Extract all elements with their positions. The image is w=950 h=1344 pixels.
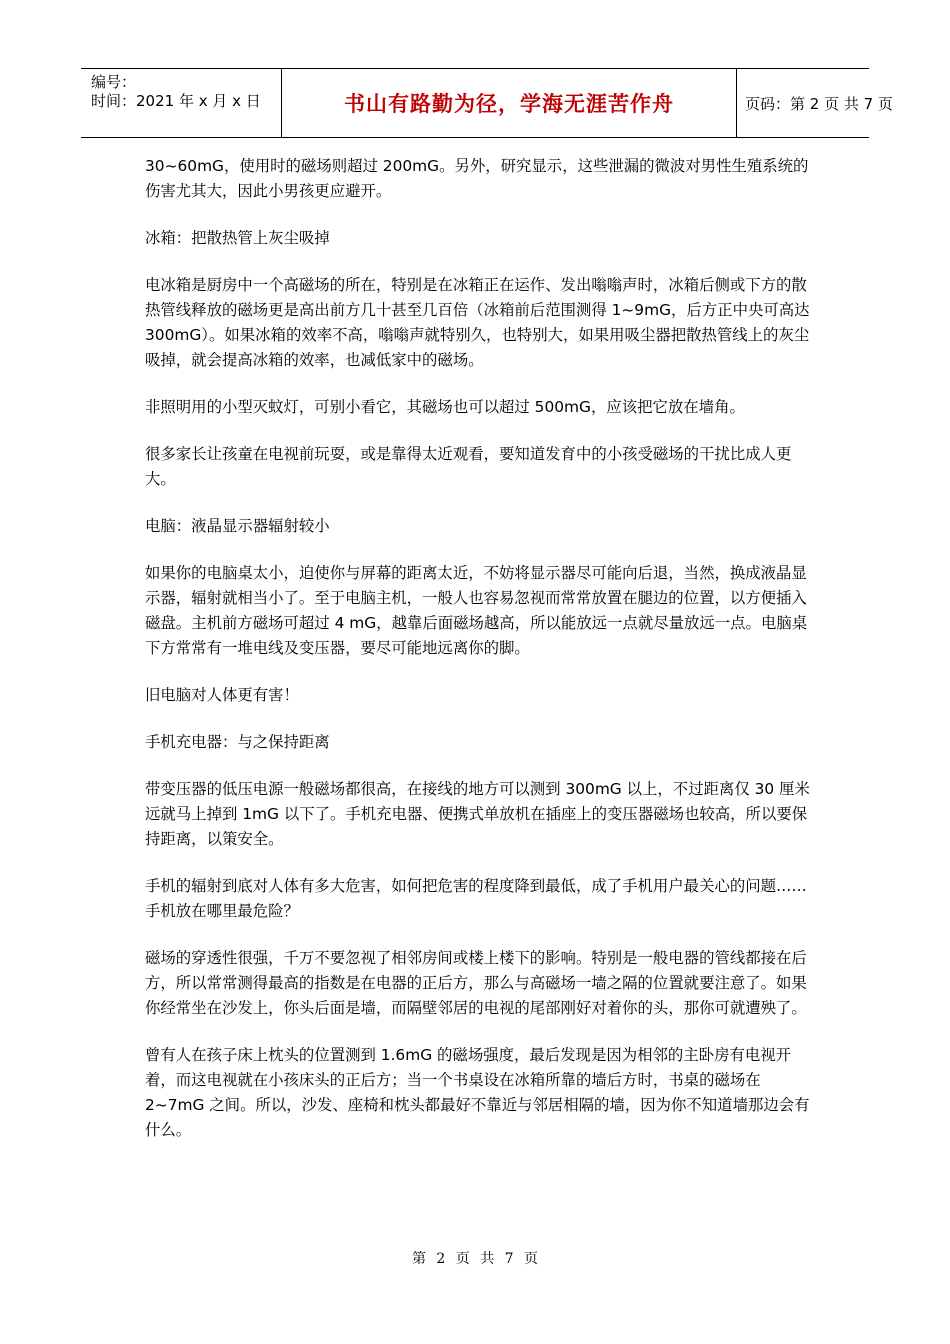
section-heading: 冰箱：把散热管上灰尘吸掉: [145, 229, 330, 247]
paragraph: 电冰箱是厨房中一个高磁场的所在，特别是在冰箱正在运作、发出嗡嗡声时，冰箱后侧或下方的散热管线释放的磁场更是高出前方几十甚至几百倍（冰箱前后范围测得 1~9mG，后方正中央可高达 300mG）。如果冰箱的效率不高，嗡嗡声就特别久，也特别大，如果用吸尘器把散热管线上的灰尘吸掉，就会提高冰箱的效率，也减低家中的磁场。: [145, 276, 810, 369]
section-heading: 电脑：液晶显示器辐射较小: [145, 517, 330, 535]
header-page-code: 页码：第 2 页 共 7 页: [745, 94, 893, 113]
header-motto-cell: [281, 69, 737, 137]
paragraph: 30~60mG，使用时的磁场则超过 200mG。另外，研究显示，这些泄漏的微波对男性生殖系统的伤害尤其大，因此小男孩更应避开。: [145, 157, 809, 200]
paragraph: 曾有人在孩子床上枕头的位置测到 1.6mG 的磁场强度，最后发现是因为相邻的主卧房有电视开着，而这电视就在小孩床头的正后方；当一个书桌设在冰箱所靠的墙后方时，书桌的磁场在 2~7mG 之间。所以，沙发、座椅和枕头都最好不靠近与邻居相隔的墙，因为你不知道墙那边会有什么。: [145, 1046, 810, 1139]
page-footer: 第 2 页 共 7 页: [411, 1251, 539, 1267]
header-page-cell: [737, 69, 893, 137]
header-motto: 书山有路勤为径，学海无涯苦作舟: [344, 92, 674, 116]
header-meta-cell: [81, 69, 281, 137]
paragraph: 带变压器的低压电源一般磁场都很高，在接线的地方可以测到 300mG 以上，不过距离仅 30 厘米远就马上掉到 1mG 以下了。手机充电器、便携式单放机在插座上的变压器磁场也较高，所以要保持距离，以策安全。: [145, 780, 810, 848]
page-header: [81, 68, 893, 138]
paragraph: 非照明用的小型灭蚊灯，可别小看它，其磁场也可以超过 500mG，应该把它放在墙角。: [145, 398, 745, 416]
paragraph: 手机的辐射到底对人体有多大危害，如何把危害的程度降到最低，成了手机用户最关心的问题……手机放在哪里最危险？: [145, 877, 807, 920]
document-number-label: 编号：: [91, 73, 137, 91]
paragraph: 很多家长让孩童在电视前玩耍，或是靠得太近观看，要知道发育中的小孩受磁场的干扰比成人更大。: [145, 445, 792, 488]
paragraph: 旧电脑对人体更有害！: [145, 686, 299, 704]
document-body: [145, 154, 810, 1165]
paragraph: 磁场的穿透性很强，千万不要忽视了相邻房间或楼上楼下的影响。特别是一般电器的管线都接在后方，所以常常测得最高的指数是在电器的正后方，那么与高磁场一墙之隔的位置就要注意了。如果你经常坐在沙发上，你头后面是墙，而隔壁邻居的电视的尾部刚好对着你的头，那你可就遭殃了。: [145, 949, 807, 1017]
paragraph: 如果你的电脑桌太小，迫使你与屏幕的距离太近，不妨将显示器尽可能向后退，当然，换成液晶显示器，辐射就相当小了。至于电脑主机，一般人也容易忽视而常常放置在腿边的位置，以方便插入磁盘。主机前方磁场可超过 4 mG，越靠后面磁场越高，所以能放远一点就尽量放远一点。电脑桌下方常常有一堆电线及变压器，要尽可能地远离你的脚。: [145, 564, 808, 657]
document-date: 时间：2021 年 x 月 x 日: [91, 92, 261, 110]
section-heading: 手机充电器：与之保持距离: [145, 733, 330, 751]
